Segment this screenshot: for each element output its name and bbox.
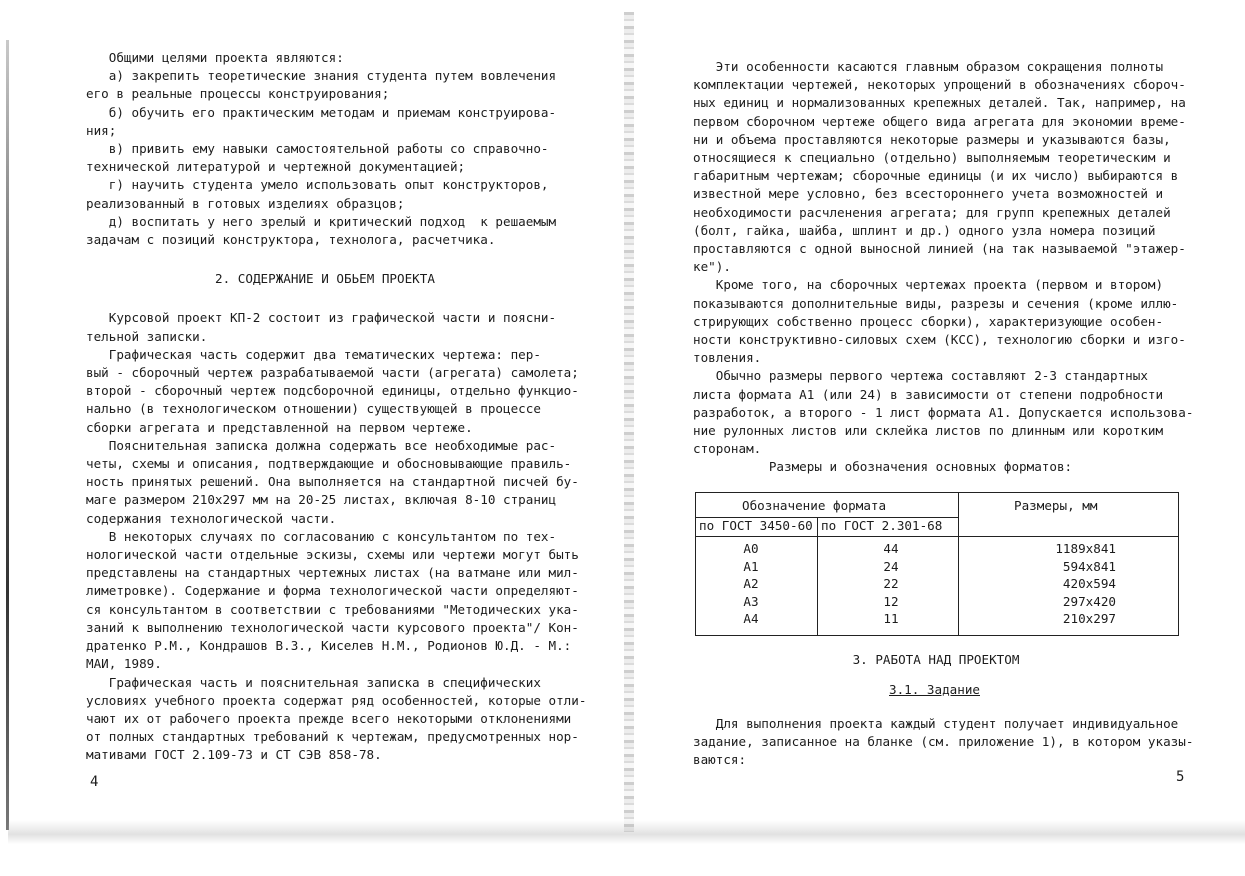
text-line: разработок, а второго - 1 лист формата А1. Допускается использова- bbox=[693, 404, 1194, 420]
text-line: Кроме того, на сборочных чертежах проекта (первом и втором) bbox=[693, 277, 1164, 293]
text-line: первом сборочном чертеже общего вида агрегата для экономии време- bbox=[693, 113, 1186, 129]
table-divider bbox=[817, 517, 818, 635]
text-line: вый - сборочный чертеж разрабатываемой части (агрегата) самолета; bbox=[86, 365, 579, 381]
text-line: ности конструктивно-силовых схем (КСС), технологию сборки и изго- bbox=[693, 332, 1186, 348]
text-line: ность принятых решений. Она выполняется на стандартной писчей бу- bbox=[86, 474, 579, 490]
text-line: стрирующих собственно процесс сборки), характеризующие особен- bbox=[693, 313, 1164, 329]
text-line: лиметровке). Содержание и форма технологической части определяют- bbox=[86, 583, 579, 599]
right-page bbox=[693, 58, 1194, 477]
text-line: его в реальные процессы конструирования; bbox=[86, 86, 390, 102]
text-line: г) научить студента умело использовать опыт конструкторов, bbox=[86, 177, 549, 193]
section-2-heading: 2. СОДЕРЖАНИЕ И ОБЬЕМ ПРОЕКТА bbox=[215, 271, 435, 287]
text-line: нологической части отдельные эскизы, схемы или чертежи могут быть bbox=[86, 547, 579, 563]
text-line: ке"). bbox=[693, 259, 731, 275]
formats-table bbox=[695, 492, 1179, 636]
text-line: листа формата А1 (или 24) в зависимости от степени подробности bbox=[693, 386, 1164, 402]
text-line: МАИ, 1989. bbox=[86, 656, 162, 672]
left-page bbox=[86, 49, 587, 765]
section-2-text bbox=[86, 309, 587, 764]
text-line: задачам с позиций конструктора, технолога, расчетчика. bbox=[86, 232, 496, 248]
table-caption: Размеры и обозначения основных форматов: bbox=[693, 459, 1073, 475]
book-gutter bbox=[624, 12, 634, 832]
text-line: ни и объема проставляются некоторые размеры и указываются базы, bbox=[693, 131, 1171, 147]
section-3-1-heading: 3.1. Задание bbox=[889, 682, 980, 697]
text-line: заний к выполнению технологической части курсового проекта"/ Кон- bbox=[86, 619, 579, 635]
text-line: ние рулонных листов или склейка листов по длинным или коротким bbox=[693, 423, 1164, 439]
text-line: комплектации чертежей, некоторых упрощений в обозначениях сбороч- bbox=[693, 77, 1186, 93]
text-line: от полных стандартных требований к чертежам, предусмотренных нор- bbox=[86, 729, 579, 745]
table-divider bbox=[696, 536, 1178, 537]
text-line: маге размером 210х297 мм на 20-25 листах, включая 8-10 страниц bbox=[86, 492, 557, 508]
table-group-header: Обозначение формата bbox=[742, 498, 887, 513]
text-line: реализованный в готовых изделиях образцов; bbox=[86, 195, 405, 211]
text-line: а) закрепить теоретические знания студента путем вовлечения bbox=[86, 68, 557, 84]
table-col2-header: по ГОСТ 2.301-68 bbox=[821, 518, 943, 533]
text-line: Общими целями проекта являются: bbox=[86, 50, 344, 65]
text-line: ния; bbox=[86, 122, 117, 138]
text-line: (болт, гайка, шайба, шплинт и др.) одного узла номера позиций bbox=[693, 222, 1156, 238]
text-line: мативами ГОСТ 2.109-73 и СТ СЭВ 858-78. bbox=[86, 747, 382, 763]
table-col3-header: Размеры, мм bbox=[1014, 498, 1098, 513]
page-edge-left bbox=[6, 40, 9, 830]
text-line: ся консультантом в соответствии с требованиями "Методических ука- bbox=[86, 601, 579, 617]
text-line: ных единиц и нормализованных крепежных деталей. Так, например, на bbox=[693, 95, 1186, 111]
text-line: Пояснительная записка должна содержать все необходимые рас- bbox=[86, 437, 557, 453]
text-line: Курсовой проект КП-2 состоит из графической части и поясни- bbox=[86, 310, 557, 326]
text-line: дратенко Р.М., Кондрашов В.З., Киселев Н.М., Родионов Ю.Д. - М.: bbox=[86, 638, 572, 654]
text-line: Для выполнения проекта каждый студент получает индивидуальное bbox=[693, 716, 1179, 731]
table-col1-header: по ГОСТ 3450-60 bbox=[699, 518, 813, 533]
goals-text bbox=[86, 49, 564, 249]
page-number-right: 5 bbox=[1176, 769, 1185, 785]
text-line: В некоторых случаях по согласованию с консультантом по тех- bbox=[86, 528, 557, 544]
text-line: условиях учебного проекта содержат ряд особенностей, которые отли- bbox=[86, 692, 587, 708]
table-divider bbox=[958, 493, 959, 635]
text-line: показываются дополнительные виды, разрезы и сечения (кроме иллю- bbox=[693, 295, 1179, 311]
scan-bottom-shadow bbox=[8, 820, 1245, 844]
text-line: необходимости расчленения агрегата; для групп крепежных деталей bbox=[693, 204, 1171, 220]
text-line: технической литературой и чертежной документацией; bbox=[86, 159, 466, 175]
text-line: Графическая часть и пояснительная записка в специфических bbox=[86, 674, 541, 690]
text-line: в) привить ему навыки самостоятельной работы со справочно- bbox=[86, 141, 549, 157]
text-line: проставляются с одной выносной линией (на так называемой "этажер- bbox=[693, 241, 1186, 257]
text-line: нально (в технологическом отношении) существующей в процессе bbox=[86, 401, 541, 417]
text-line: представлены на стандартных чертежных листах (на ватмане или мил- bbox=[86, 565, 579, 581]
text-line: ваются: bbox=[693, 752, 747, 768]
text-line: сторонам. bbox=[693, 441, 762, 457]
text-line: Эти особенности касаются главным образом сокращения полноты bbox=[693, 59, 1164, 74]
text-line: тельной записки. bbox=[86, 328, 208, 344]
assignment-text bbox=[693, 715, 1194, 770]
text-line: содержания технологической части. bbox=[86, 510, 337, 526]
page-number-left: 4 bbox=[90, 774, 99, 790]
text-line: относящиеся к специально (отдельно) выполняемым теоретическим и bbox=[693, 150, 1171, 166]
text-line: Графическая часть содержит два тематических чертежа: пер- bbox=[86, 346, 541, 362]
text-line: сборки агрегата и представленной на первом чертеже. bbox=[86, 419, 473, 435]
text-line: габаритным чертежам; сборочные единицы (и их число) выбираются в bbox=[693, 168, 1179, 184]
text-line: известной мере условно, без всестороннего учета возможностей и bbox=[693, 186, 1164, 202]
text-line: четы, схемы и описания, подтверждающие и обосновывающие правиль- bbox=[86, 456, 572, 472]
table-col1-values: А0 А1 А2 А3 А4 bbox=[743, 541, 759, 627]
text-line: второй - сборочный чертеж подсборочной единицы, отдельно функцио- bbox=[86, 383, 579, 399]
text-line: б) обучить его практическим методам и приемам конструирова- bbox=[86, 104, 557, 120]
text-line: д) воспитать у него зрелый и критический подход к решаемым bbox=[86, 213, 557, 229]
table-col3-values: 1189х841 594х841 420х594 297х420 210х297 bbox=[1055, 541, 1116, 627]
text-line: чают их от рабочего проекта прежде всего некоторыми отклонениями bbox=[86, 710, 572, 726]
text-line: задание, записанное на бланке (см. приложение 1), в котором указы- bbox=[693, 734, 1194, 750]
table-col2-values: 44 24 22 12 11 bbox=[883, 541, 899, 627]
section-3-heading: 3. РАБОТА НАД ПРОЕКТОМ bbox=[852, 652, 1020, 667]
text-line: Обычно размеры первого чертежа составляют 2-3 стандартных bbox=[693, 368, 1148, 384]
text-line: товления. bbox=[693, 350, 762, 366]
